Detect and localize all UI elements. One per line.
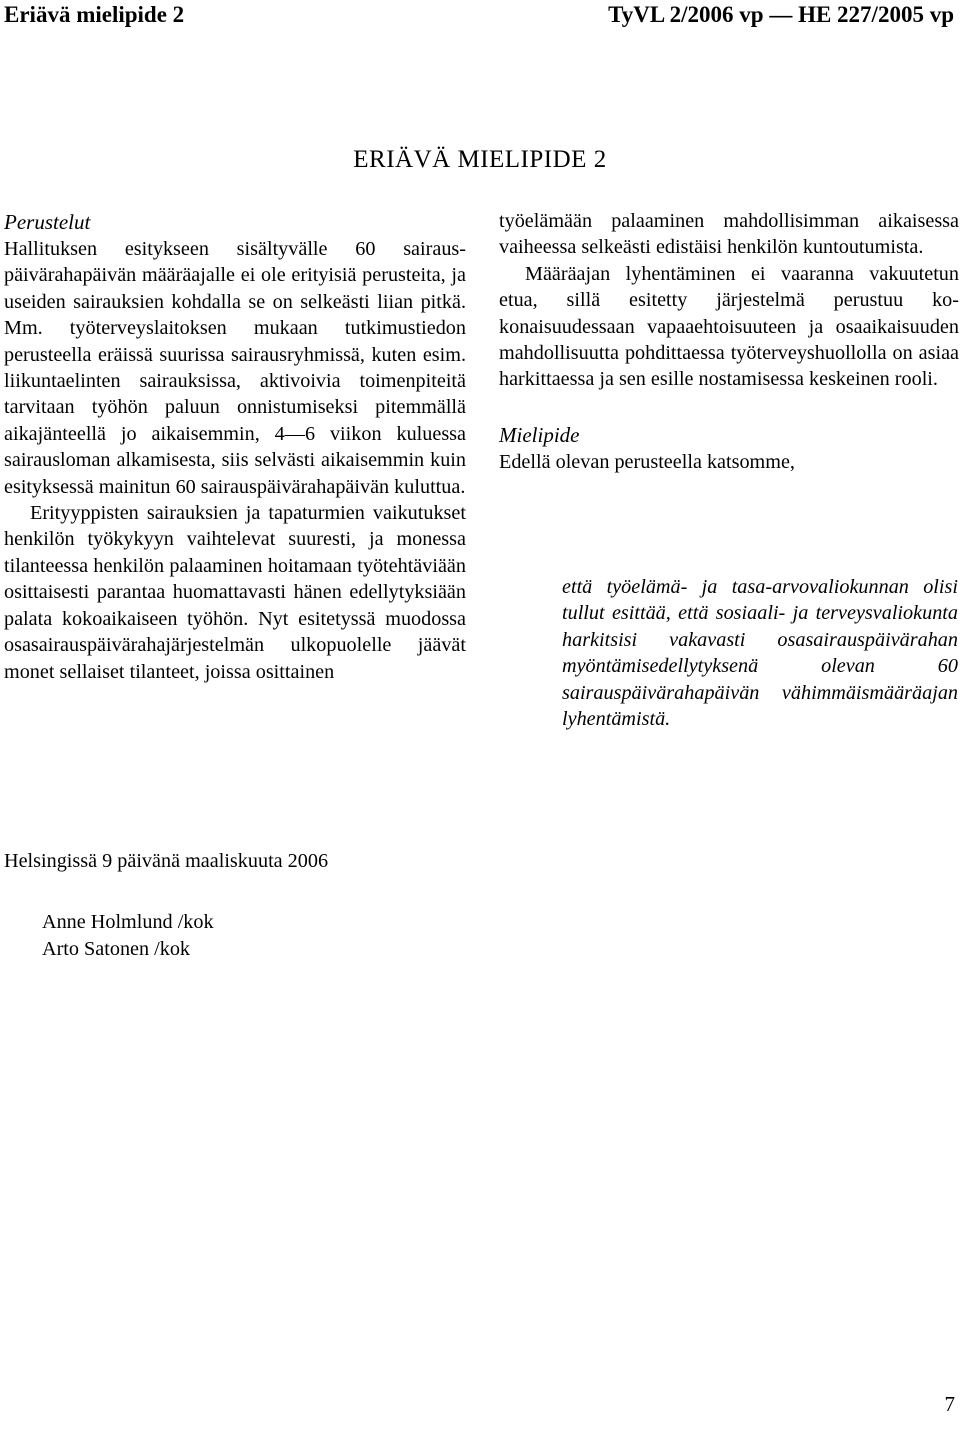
signatory: Arto Satonen /kok <box>42 938 191 960</box>
section-title-mielipide: Mielipide <box>499 422 580 447</box>
right-column <box>499 208 959 475</box>
running-header-left: Eriävä mielipide 2 <box>4 2 185 27</box>
page-title: ERIÄVÄ MIELIPIDE 2 <box>353 146 607 173</box>
signature-block <box>42 909 214 963</box>
left-column <box>4 208 466 685</box>
paragraph: Määräajan lyhentäminen ei vaaranna vakuutetun etua, sillä esitetty järjestelmä perustuu kokonaisuudessaan vapaaehtoisuuteen ja osaaikaisuuden mahdollisuutta pohdittaessa työterveyshuollolla on asiaa harkittaessa ja sen esille nostamisessa keskeinen rooli. <box>499 262 959 391</box>
section-title-perustelut: Perustelut <box>4 210 91 234</box>
running-header-right: TyVL 2/2006 vp — HE 227/2005 vp <box>608 2 954 27</box>
opinion-statement: että työelämä- ja tasa-arvovaliokunnan olisi tullut esittää, että sosiaali- ja terveysvaliokunta harkitsisi vakavasti osasairauspäivärahan myöntämisedellytyksenä olevan 60 sairauspäivärahapäivän vähimmäismääräajan lyhentämistä. <box>562 576 958 731</box>
date-line: Helsingissä 9 päivänä maaliskuuta 2006 <box>4 850 329 872</box>
paragraph: Hallituksen esitykseen sisältyvälle 60 sairauspäivärahapäivän määräajalle ei ole erityisiä perusteita, ja useiden sairauksien kohdalla se on selkeästi liian pitkä. Mm. työterveyslaitoksen mukaan tutkimustiedon perusteella eräissä suurissa sairausryhmissä, kuten esim. liikuntaelinten sairauksissa, aktivoivia toimenpiteitä tarvitaan työhön paluun onnistumiseksi pitemmällä aikajänteellä jo aikaisemmin, 4—6 viikon kuluessa sairausloman alkamisesta, siis selvästi aikaisemmin kuin esityksessä mainitun 60 sairauspäivärahapäivän kuluttua. <box>4 238 466 498</box>
paragraph: työelämään palaaminen mahdollisimman aikaisessa vaiheessa selkeästi edistäisi henkilön kuntoutumista. <box>499 210 959 259</box>
paragraph: Erityyppisten sairauksien ja tapaturmien vaikutukset henkilön työkykyyn vaihtelevat suuresti, ja monessa tilanteessa henkilön palaaminen hoitamaan työtehtäviään osittaisesti parantaa huomattavasti hänen edellytyksiään palata kokoaikaiseen työhön. Nyt esitetyssä muodossa osasairauspäivärahajärjestelmän ulkopuolelle jäävät monet sellaiset tilanteet, joissa osittainen <box>4 502 466 683</box>
opinion-intro: Edellä olevan perusteella katsomme, <box>499 450 795 473</box>
signatory: Anne Holmlund /kok <box>42 911 214 933</box>
page-number: 7 <box>944 1392 955 1416</box>
